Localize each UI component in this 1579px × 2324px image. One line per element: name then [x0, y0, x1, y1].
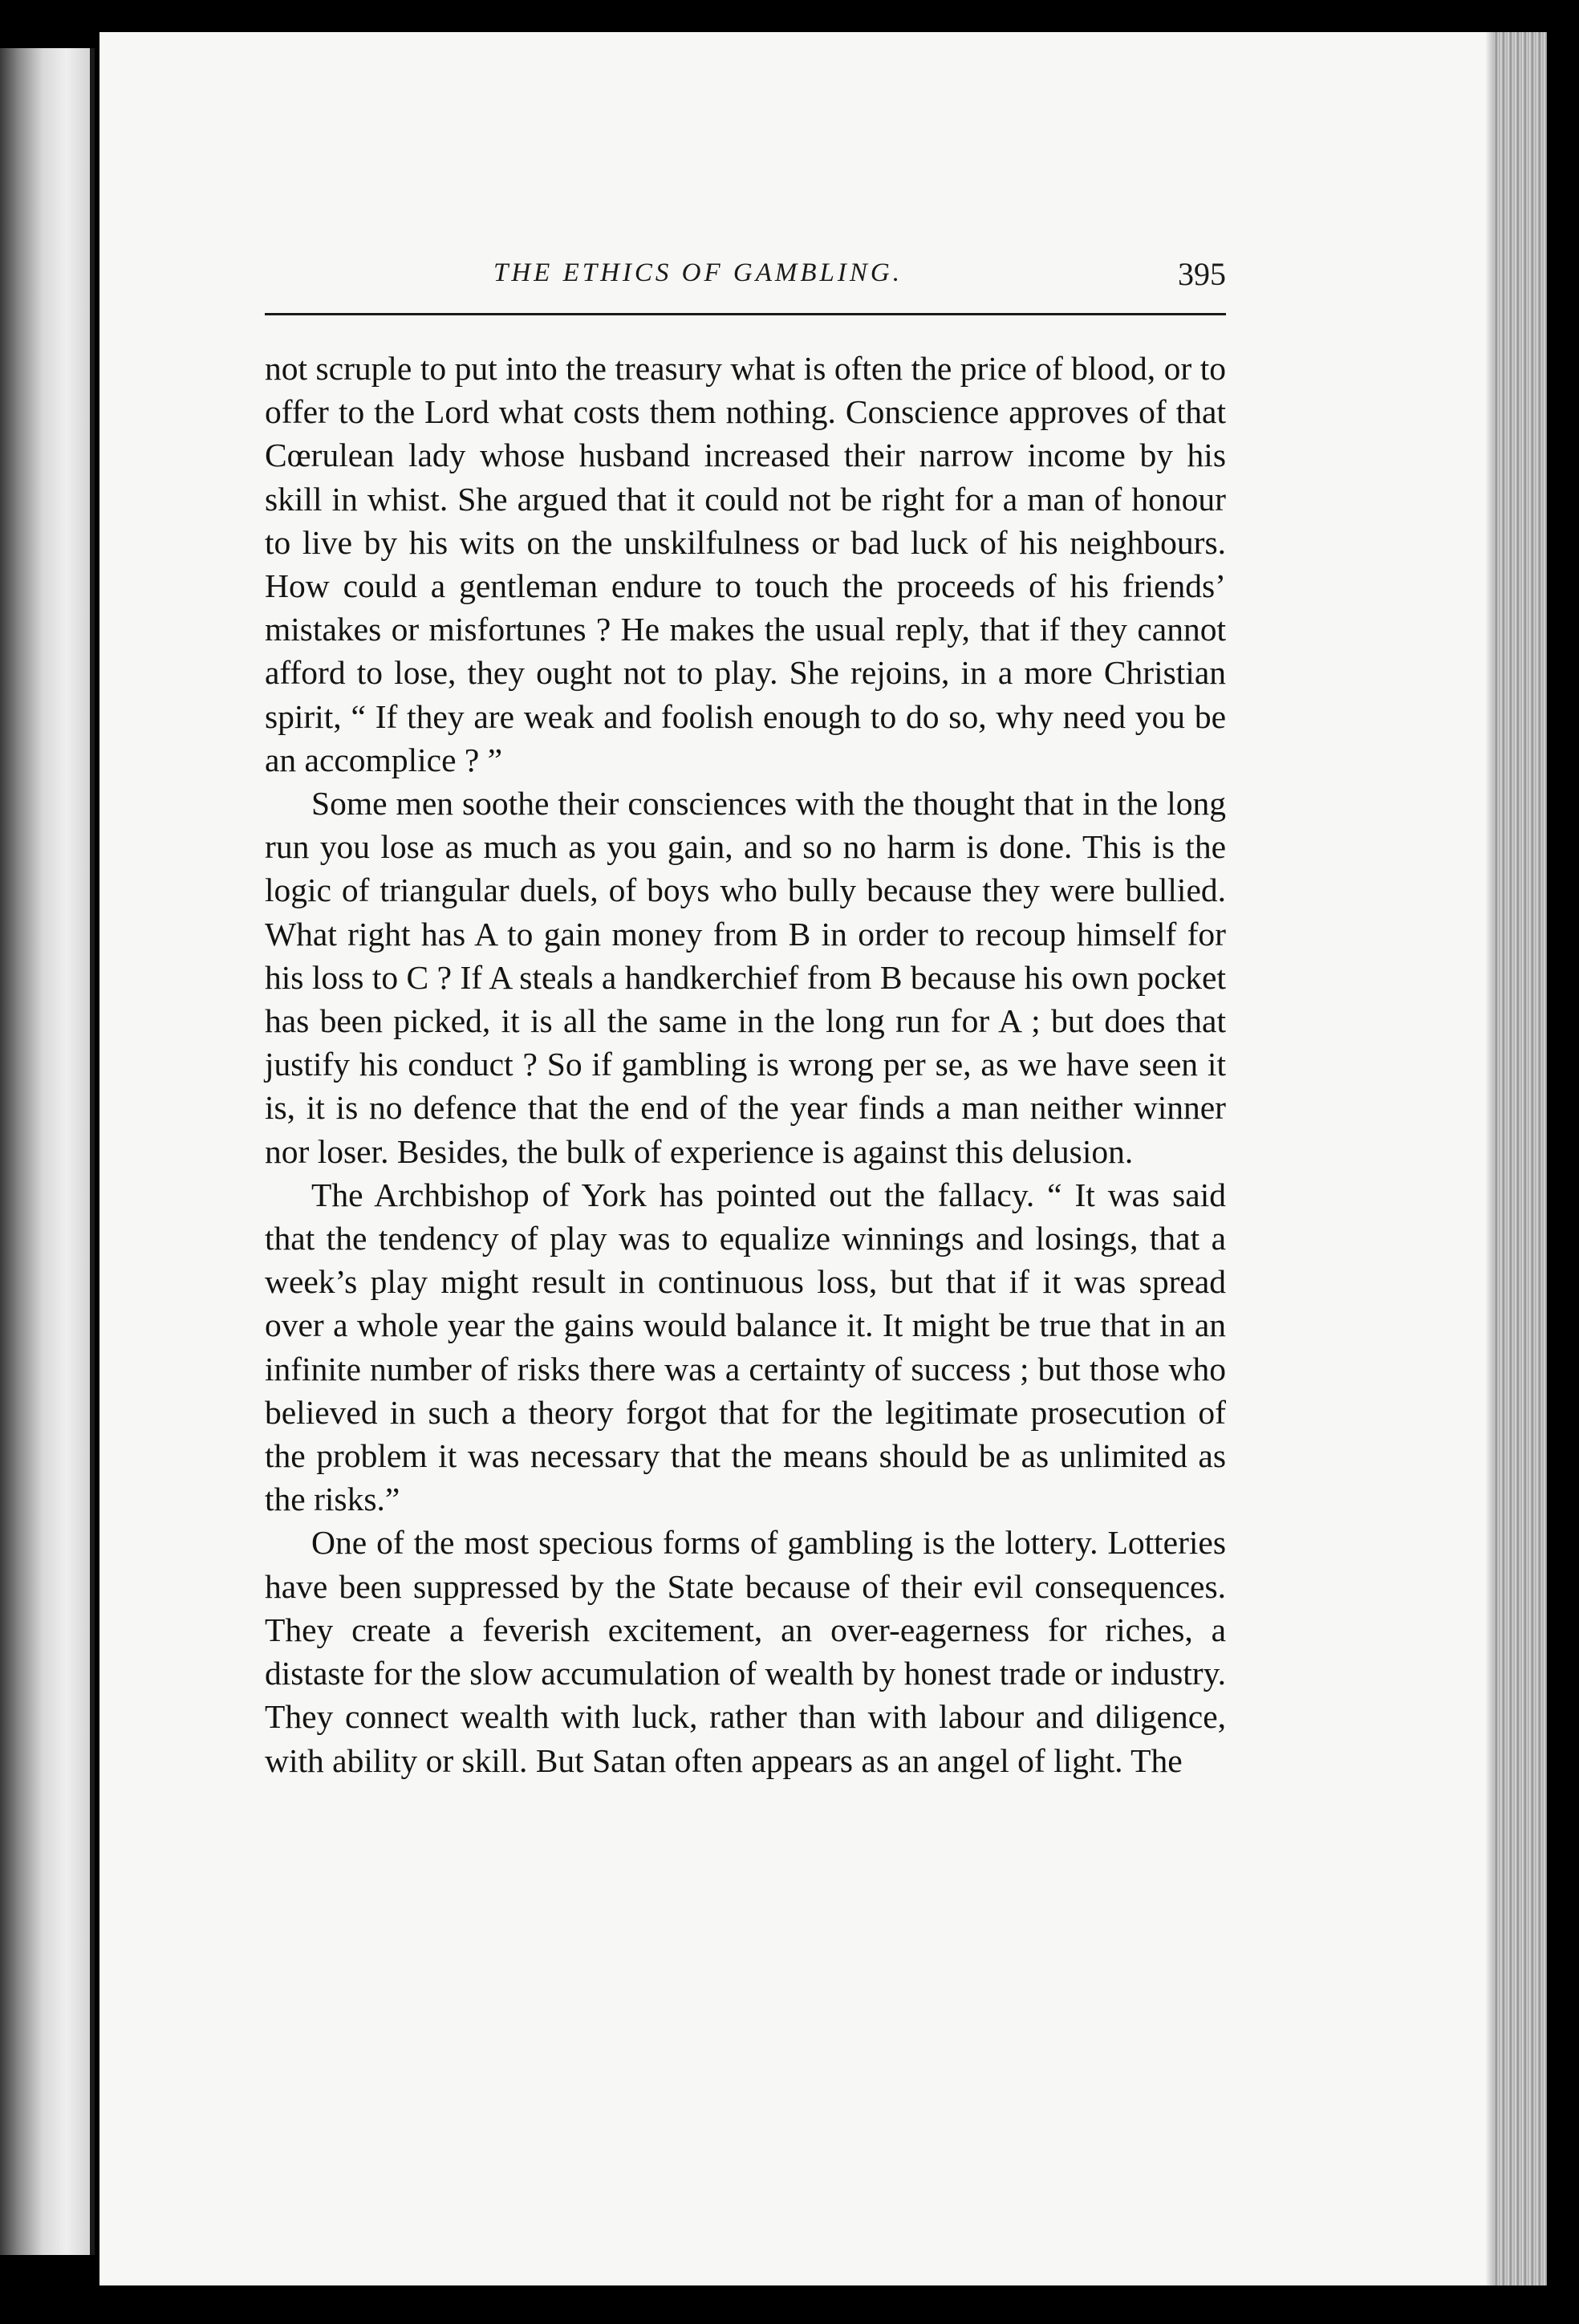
paragraph-1: not scruple to put into the treasury what is often the price of blood, or to offer to the Lord what costs them nothing. Conscience approves of that Cœrulean lady whose husband increased their narrow income by his skill in whist. She argued that it could not be right for a man of honour to live by his wits on the unskilfulness or bad luck of his neighbours. How could a gentleman endure to touch the proceeds of his friends’ mistakes or misfortunes ? He makes the usual reply, that if they cannot afford to lose, they ought not to play. She rejoins, in a more Christian spirit, “ If they are weak and foolish enough to do so, why need you be an accomplice ? ” [265, 350, 1226, 778]
facing-page-edge [0, 48, 95, 2255]
running-title: THE ETHICS OF GAMBLING. [493, 258, 903, 287]
page-number: 395 [1178, 256, 1226, 292]
running-head [265, 255, 1226, 315]
paragraph-4: One of the most specious forms of gambling is the lottery. Lotteries have been suppressed by the State because of their evil consequences. They create a feverish excitement, an over-eagerness for riches, a distaste for the slow accumulation of wealth by honest trade or industry. They connect wealth with luck, rather than with labour and diligence, with ability or skill. But Satan often appears as an angel of light. The [265, 1524, 1226, 1779]
page-stack-edge [1486, 32, 1547, 2285]
paragraph-3: The Archbishop of York has pointed out the fallacy. “ It was said that the tendency of play was to equalize winnings and losings, that a week’s play might result in continuous loss, but that if it was spread over a whole year the gains would balance it. It might be true that in an infinite number of risks there was a certainty of success ; but those who believed in such a theory forgot that for the legitimate prosecution of the problem it was necessary that the means should be as unlimited as the risks.” [265, 1176, 1226, 1518]
paragraph-2: Some men soothe their consciences with the thought that in the long run you lose as much as you gain, and so no harm is done. This is the logic of triangular duels, of boys who bully because they were bullied. What right has A to gain money from B in order to recoup himself for his loss to C ? If A steals a handkerchief from B because his own pocket has been picked, it is all the same in the long run for A ; but does that justify his conduct ? So if gambling is wrong per se, as we have seen it is, it is no defence that the end of the year finds a man neither winner nor loser. Besides, the bulk of experience is against this delusion. [265, 785, 1226, 1170]
body-text [265, 347, 1226, 1782]
